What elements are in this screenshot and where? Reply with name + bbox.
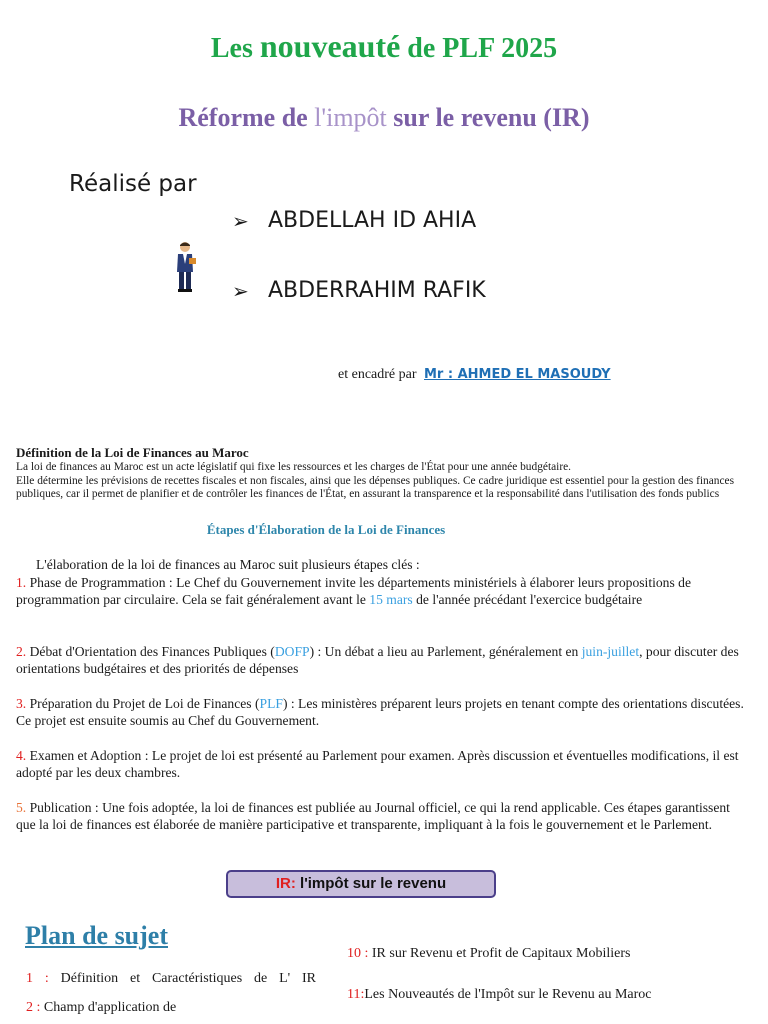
step-3: 3. Préparation du Projet de Loi de Finances (PLF) : Les ministères préparent leurs projets en tenant compte des orientations discutées. Ce projet est ensuite soumis au Chef du Gouvernement. <box>16 696 744 729</box>
author-name: ABDELLAH ID AHIA <box>268 208 477 233</box>
plan-item-2: 2 : Champ d'application de <box>26 1000 177 1015</box>
plan-item-1: 1 : Définition et Caractéristiques de L' IR <box>26 971 317 986</box>
plan-item-10: 10 : IR sur Revenu et Profit de Capitaux Mobiliers <box>347 946 631 961</box>
author-name: ABDERRAHIM RAFIK <box>268 278 486 303</box>
author-item-1 <box>232 206 476 236</box>
plan-item-11: 11:Les Nouveautés de l'Impôt sur le Revenu au Maroc <box>347 987 652 1002</box>
etapes-intro: L'élaboration de la loi de finances au Maroc suit plusieurs étapes clés : <box>36 557 420 572</box>
arrow-bullet-icon: ➢ <box>232 279 249 303</box>
plan-title: Plan de sujet <box>25 921 168 950</box>
supervisor-line: et encadré par Mr : AHMED EL MASOUDY <box>338 367 611 382</box>
step-5: 5. Publication : Une fois adoptée, la loi de finances est publiée au Journal officiel, ce qui la rend applicable. Ces étapes garantissent que la loi de finances est élaborée de manière participative et transparente, impliquant à la fois le gouvernement et le Parlement. <box>16 800 730 833</box>
document-subtitle: Réforme de l'impôt sur le revenu (IR) <box>178 103 590 132</box>
author-item-2 <box>232 276 486 306</box>
businessman-clipart-icon <box>174 240 196 294</box>
definition-heading: Définition de la Loi de Finances au Maroc <box>16 445 249 460</box>
step-1: 1. Phase de Programmation : Le Chef du Gouvernement invite les départements ministériels à élaborer leurs propositions de programmation par circulaire. Cela se fait généralement avant le 15 mars de l'année précédant l'exercice budgétaire <box>16 575 691 608</box>
document-title: Les nouveauté de PLF 2025 <box>210 28 558 64</box>
step-2: 2. Débat d'Orientation des Finances Publiques (DOFP) : Un débat a lieu au Parlement, généralement en juin-juillet, pour discuter des orientations budgétaires et des priorités de dépenses <box>16 644 739 677</box>
supervisor-name: Mr : AHMED EL MASOUDY <box>424 367 611 382</box>
realise-par-label: Réalisé par <box>69 171 197 197</box>
step-4: 4. Examen et Adoption : Le projet de loi est présenté au Parlement pour examen. Après discussion et éventuelles modifications, il est adopté par les deux chambres. <box>16 748 739 781</box>
arrow-bullet-icon: ➢ <box>232 209 249 233</box>
ir-banner: IR: l'impôt sur le revenu <box>226 870 496 898</box>
etapes-heading: Étapes d'Élaboration de la Loi de Finances <box>206 522 446 537</box>
definition-body: La loi de finances au Maroc est un acte législatif qui fixe les ressources et les charges de l'État pour une année budgétaire. Elle détermine les prévisions de recettes fiscales et non fiscales, ainsi que les dépenses publiques. Ce cadre juridique est essentiel pour la gestion des finances publiques, car il permet de planifier et de contrôler les finances de l'État, en assurant la transparence et la responsabilité dans l'utilisation des fonds publics <box>16 461 735 501</box>
